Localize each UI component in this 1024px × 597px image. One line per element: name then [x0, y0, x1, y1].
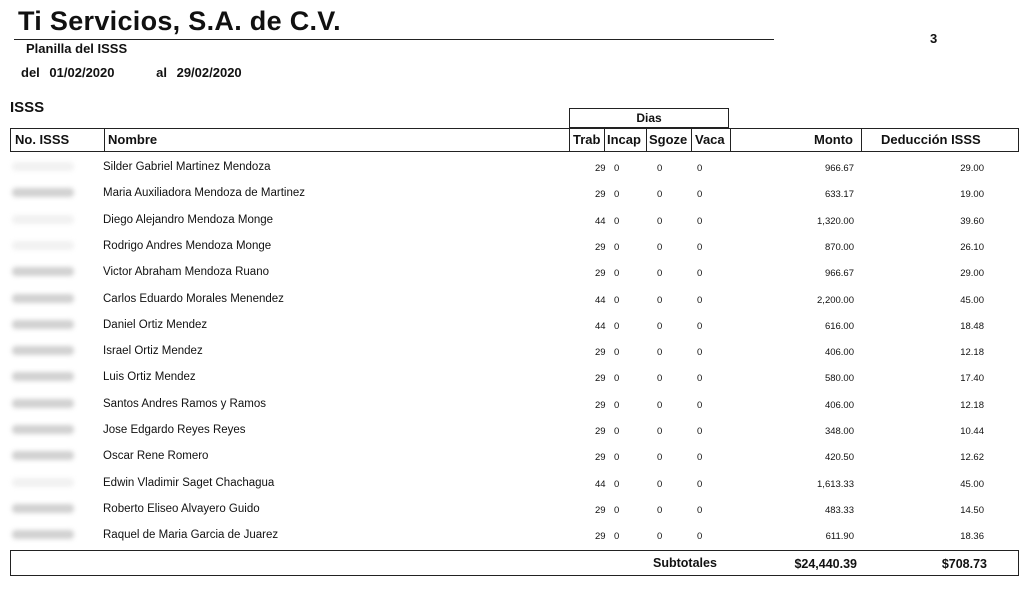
cell-monto: 870.00 [824, 241, 854, 253]
employee-name: Roberto Eliseo Alvayero Guido [103, 502, 260, 515]
cell-trab: 29 [595, 504, 606, 516]
cell-incap: 0 [614, 189, 620, 201]
page-number: 3 [930, 31, 938, 46]
cell-deduccion: 26.10 [960, 241, 984, 253]
col-divider [569, 129, 570, 151]
subtotal-label: Subtotales [653, 556, 717, 570]
cell-sgoze: 0 [657, 189, 663, 201]
cell-monto: 420.50 [824, 452, 854, 464]
cell-incap: 0 [614, 478, 620, 490]
col-divider [604, 129, 605, 151]
redacted-isss-number [12, 215, 74, 224]
period-to-label: al [156, 65, 167, 80]
cell-vaca: 0 [697, 504, 703, 516]
cell-deduccion: 45.00 [960, 478, 984, 490]
cell-incap: 0 [614, 268, 620, 280]
cell-monto: 2,200.00 [817, 294, 854, 306]
cell-trab: 29 [595, 399, 606, 411]
cell-trab: 29 [595, 347, 606, 359]
cell-sgoze: 0 [657, 163, 663, 174]
dias-group-header: Dias [569, 108, 729, 128]
employee-name: Rodrigo Andres Mendoza Monge [103, 239, 272, 252]
cell-incap: 0 [614, 320, 620, 332]
cell-trab: 44 [595, 320, 606, 332]
cell-trab: 29 [595, 426, 606, 437]
cell-sgoze: 0 [657, 478, 663, 490]
cell-monto: 966.67 [824, 163, 854, 174]
employee-name: Carlos Eduardo Morales Menendez [103, 292, 284, 305]
period-from-label: del [21, 65, 40, 80]
cell-trab: 29 [595, 189, 606, 201]
cell-monto: 1,320.00 [817, 215, 854, 227]
redacted-isss-number [12, 294, 74, 303]
redacted-isss-number [12, 241, 74, 250]
cell-incap: 0 [614, 426, 620, 437]
cell-deduccion: 29.00 [960, 268, 984, 280]
table-row [10, 522, 1019, 548]
period-to-date: 29/02/2020 [176, 65, 242, 80]
cell-incap: 0 [614, 215, 620, 227]
col-deduccion: Deducción ISSS [881, 132, 981, 147]
col-divider [104, 129, 105, 151]
cell-monto: 966.67 [824, 268, 854, 280]
table-row [10, 312, 1019, 338]
table-row [10, 496, 1019, 522]
table-row [10, 233, 1019, 259]
cell-vaca: 0 [697, 373, 703, 385]
employee-name: Victor Abraham Mendoza Ruano [103, 266, 269, 279]
redacted-isss-number [12, 346, 74, 355]
employee-name: Edwin Vladimir Saget Chachagua [103, 476, 275, 489]
table-row [10, 180, 1019, 206]
cell-deduccion: 18.36 [960, 531, 984, 543]
table-row [10, 338, 1019, 364]
employee-name: Silder Gabriel Martinez Mendoza [103, 161, 271, 173]
redacted-isss-number [12, 530, 74, 539]
cell-incap: 0 [614, 504, 620, 516]
table-row [10, 391, 1019, 417]
cell-incap: 0 [614, 373, 620, 385]
subtotal-monto: $24,440.39 [794, 557, 857, 571]
col-divider [861, 129, 862, 151]
col-divider [691, 129, 692, 151]
cell-deduccion: 45.00 [960, 294, 984, 306]
redacted-isss-number [12, 425, 74, 434]
col-sgoze: Sgoze [649, 132, 688, 147]
table-row [10, 286, 1019, 312]
cell-trab: 44 [595, 294, 606, 306]
table-row [10, 417, 1019, 443]
col-vaca: Vaca [695, 132, 725, 147]
col-incap: Incap [607, 132, 641, 147]
col-no-isss: No. ISSS [15, 132, 70, 147]
cell-vaca: 0 [697, 241, 703, 253]
cell-incap: 0 [614, 531, 620, 543]
cell-monto: 1,613.33 [817, 478, 854, 490]
cell-monto: 580.00 [824, 373, 854, 385]
cell-monto: 611.90 [825, 531, 854, 543]
cell-monto: 406.00 [824, 399, 854, 411]
section-title: ISSS [10, 99, 45, 116]
cell-vaca: 0 [697, 189, 703, 201]
table-row [10, 154, 1019, 180]
employee-name: Santos Andres Ramos y Ramos [103, 397, 266, 410]
table-row [10, 470, 1019, 496]
cell-vaca: 0 [697, 163, 703, 174]
table-header [10, 128, 1019, 152]
cell-incap: 0 [614, 399, 620, 411]
cell-sgoze: 0 [657, 373, 663, 385]
table-row [10, 207, 1019, 233]
cell-trab: 29 [595, 531, 606, 543]
table-row [10, 364, 1019, 390]
redacted-isss-number [12, 188, 74, 197]
cell-deduccion: 18.48 [960, 320, 984, 332]
cell-sgoze: 0 [657, 399, 663, 411]
employee-name: Jose Edgardo Reyes Reyes [103, 424, 246, 436]
cell-incap: 0 [614, 452, 620, 464]
cell-incap: 0 [614, 294, 620, 306]
cell-vaca: 0 [697, 531, 703, 543]
subtotal-deduccion: $708.73 [941, 557, 987, 571]
cell-sgoze: 0 [657, 426, 663, 437]
cell-deduccion: 29.00 [960, 163, 984, 174]
cell-trab: 29 [595, 241, 606, 253]
cell-sgoze: 0 [657, 531, 663, 543]
cell-deduccion: 17.40 [960, 373, 984, 385]
cell-incap: 0 [614, 163, 620, 174]
cell-trab: 44 [595, 215, 606, 227]
cell-sgoze: 0 [657, 215, 663, 227]
cell-vaca: 0 [697, 399, 703, 411]
redacted-isss-number [12, 478, 74, 487]
cell-monto: 348.00 [824, 426, 854, 437]
cell-sgoze: 0 [657, 452, 663, 464]
col-divider [730, 129, 731, 151]
cell-vaca: 0 [697, 320, 703, 332]
col-trab: Trab [573, 132, 601, 147]
employee-name: Oscar Rene Romero [103, 450, 209, 463]
redacted-isss-number [12, 451, 74, 460]
cell-sgoze: 0 [657, 268, 663, 280]
cell-sgoze: 0 [657, 241, 663, 253]
col-monto: Monto [814, 132, 853, 147]
cell-sgoze: 0 [657, 294, 663, 306]
cell-deduccion: 39.60 [960, 215, 984, 227]
cell-monto: 633.17 [824, 189, 854, 201]
redacted-isss-number [12, 372, 74, 381]
cell-trab: 29 [595, 452, 606, 464]
cell-sgoze: 0 [657, 504, 663, 516]
cell-vaca: 0 [697, 452, 703, 464]
employee-name: Raquel de Maria Garcia de Juarez [103, 529, 279, 542]
title-underline [14, 39, 774, 40]
cell-vaca: 0 [697, 294, 703, 306]
cell-vaca: 0 [697, 347, 703, 359]
cell-deduccion: 12.62 [960, 452, 984, 464]
redacted-isss-number [12, 320, 74, 329]
redacted-isss-number [12, 162, 74, 171]
employee-name: Diego Alejandro Mendoza Monge [103, 213, 274, 226]
cell-trab: 29 [595, 373, 606, 385]
redacted-isss-number [12, 504, 74, 513]
cell-sgoze: 0 [657, 347, 663, 359]
cell-trab: 29 [595, 163, 606, 174]
employee-name: Maria Auxiliadora Mendoza de Martinez [103, 187, 305, 200]
cell-monto: 406.00 [824, 347, 854, 359]
cell-vaca: 0 [697, 478, 703, 490]
cell-incap: 0 [614, 347, 620, 359]
period-from-date: 01/02/2020 [49, 65, 115, 80]
redacted-isss-number [12, 399, 74, 408]
employee-name: Daniel Ortiz Mendez [103, 318, 208, 331]
cell-deduccion: 12.18 [960, 399, 984, 411]
cell-monto: 616.00 [824, 320, 854, 332]
redacted-isss-number [12, 267, 74, 276]
table-row [10, 259, 1019, 285]
col-nombre: Nombre [108, 132, 158, 147]
cell-vaca: 0 [697, 426, 703, 437]
cell-deduccion: 10.44 [960, 426, 984, 437]
cell-monto: 483.33 [824, 504, 854, 516]
cell-vaca: 0 [697, 268, 703, 280]
employee-name: Israel Ortiz Mendez [103, 345, 203, 358]
cell-deduccion: 12.18 [960, 347, 984, 359]
cell-incap: 0 [614, 241, 620, 253]
col-divider [646, 129, 647, 151]
cell-trab: 44 [595, 478, 606, 490]
cell-deduccion: 19.00 [960, 189, 984, 201]
report-period [21, 65, 242, 80]
report-subtitle: Planilla del ISSS [26, 41, 128, 56]
subtotals-row [10, 550, 1019, 576]
cell-trab: 29 [595, 268, 606, 280]
employee-name: Luis Ortiz Mendez [103, 371, 196, 384]
cell-deduccion: 14.50 [960, 504, 984, 516]
table-row [10, 443, 1019, 469]
company-name: Ti Servicios, S.A. de C.V. [18, 6, 341, 36]
cell-sgoze: 0 [657, 320, 663, 332]
cell-vaca: 0 [697, 215, 703, 227]
